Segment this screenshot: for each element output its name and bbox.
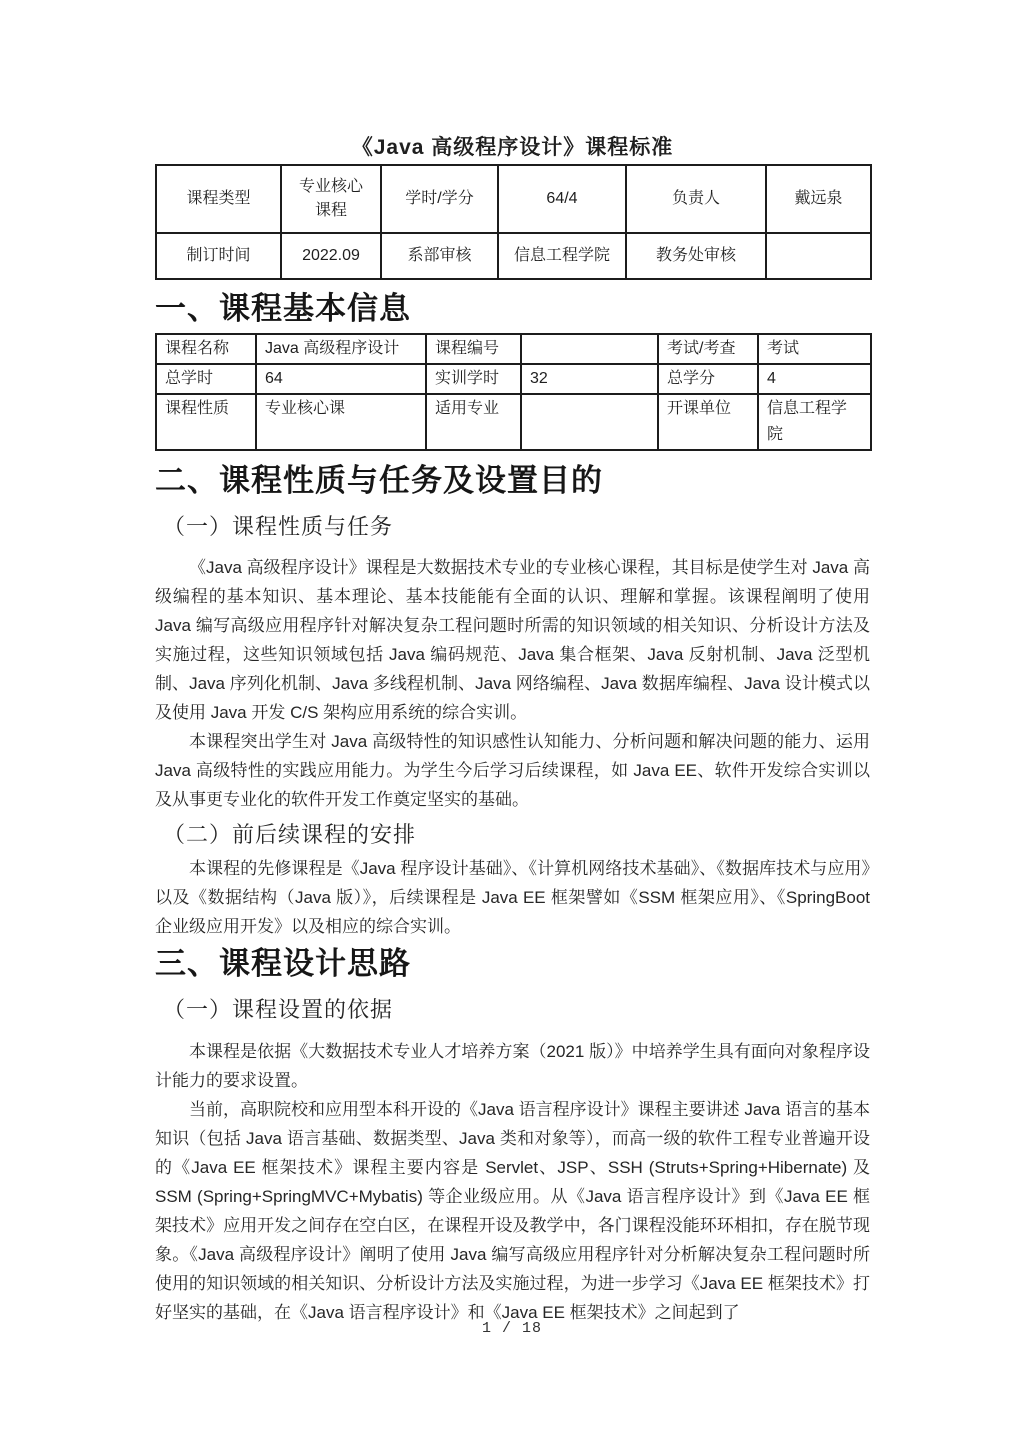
- table-cell: 专业核心课: [256, 394, 426, 450]
- table-cell: 信息工程学院: [498, 233, 626, 279]
- paragraph: 本课程是依据《大数据技术专业人才培养方案（2021 版）》中培养学生具有面向对象程序设计能力的要求设置。: [155, 1042, 870, 1090]
- section2-sub1-heading: （一）课程性质与任务: [163, 514, 394, 539]
- table-cell: 32: [521, 364, 658, 394]
- section1-heading: 一、课程基本信息: [155, 291, 411, 326]
- table-row: [156, 165, 871, 233]
- table-cell: 考试: [758, 334, 871, 364]
- table-cell: Java 高级程序设计: [256, 334, 426, 364]
- table-cell: 学时/学分: [381, 165, 498, 233]
- table-cell: 开课单位: [658, 394, 758, 450]
- table-cell: 负责人: [626, 165, 766, 233]
- table-row: [156, 364, 871, 394]
- table-cell: 64/4: [498, 165, 626, 233]
- table-cell: [521, 334, 658, 364]
- table-cell: 总学时: [156, 364, 256, 394]
- table-cell: 适用专业: [426, 394, 521, 450]
- table-cell: 制订时间: [156, 233, 281, 279]
- table-cell: 系部审核: [381, 233, 498, 279]
- table-cell: 课程编号: [426, 334, 521, 364]
- basic-info-table: [155, 333, 872, 451]
- table-cell: 考试/考查: [658, 334, 758, 364]
- table-cell: 信息工程学院: [758, 394, 871, 450]
- section2-sub2-heading: （二）前后续课程的安排: [163, 822, 417, 847]
- table-cell: 4: [758, 364, 871, 394]
- section3-sub1-heading: （一）课程设置的依据: [163, 997, 394, 1022]
- page-number: 1 / 18: [481, 1320, 542, 1337]
- table-row: [156, 394, 871, 450]
- table-cell: 课程名称: [156, 334, 256, 364]
- page-content: [155, 0, 870, 1327]
- table-cell: 课程性质: [156, 394, 256, 450]
- table-cell: [766, 233, 871, 279]
- table-cell: 实训学时: [426, 364, 521, 394]
- paragraph: 本课程突出学生对 Java 高级特性的知识感性认知能力、分析问题和解决问题的能力、运用 Java 高级特性的实践应用能力。为学生今后学习后续课程，如 Java EE、软件开发综合实训以及从事更专业化的软件开发工作奠定坚实的基础。: [155, 732, 870, 809]
- table-cell: 2022.09: [281, 233, 381, 279]
- table-cell: 64: [256, 364, 426, 394]
- table-cell: [521, 394, 658, 450]
- section3-heading: 三、课程设计思路: [155, 946, 411, 981]
- document-title: 《Java 高级程序设计》课程标准: [351, 136, 674, 159]
- paragraph: 本课程的先修课程是《Java 程序设计基础》、《计算机网络技术基础》、《数据库技术与应用》以及《数据结构（Java 版）》，后续课程是 Java EE 框架譬如《SSM 框架应用》、《SpringBoot 企业级应用开发》以及相应的综合实训。: [155, 859, 870, 936]
- table-cell: 总学分: [658, 364, 758, 394]
- table-row: [156, 334, 871, 364]
- table-cell: 课程类型: [156, 165, 281, 233]
- section2-heading: 二、课程性质与任务及设置目的: [155, 463, 603, 498]
- paragraph: 当前，高职院校和应用型本科开设的《Java 语言程序设计》课程主要讲述 Java 语言的基本知识（包括 Java 语言基础、数据类型、Java 类和对象等），而高一级的软件工程专业普遍开设的《Java EE 框架技术》课程主要内容是 Servlet、JSP、SSH (Struts+Spring+Hibernate) 及 SSM (Spring+SpringMVC+Mybatis) 等企业级应用。从《Java 语言程序设计》到《Java EE 框架技术》应用开发之间存在空白区，在课程开设及教学中，各门课程没能环环相扣，存在脱节现象。《Java 高级程序设计》阐明了使用 Java 编写高级应用程序针对分析解决复杂工程问题时所使用的知识领域的相关知识、分析设计方法及实施过程，为进一步学习《Java EE 框架技术》打好坚实的基础，在《Java 语言程序设计》和《Java EE 框架技术》之间起到了: [155, 1100, 870, 1322]
- paragraph: 《Java 高级程序设计》课程是大数据技术专业的专业核心课程，其目标是使学生对 Java 高级编程的基本知识、基本理论、基本技能能有全面的认识、理解和掌握。该课程阐明了使用 Java 编写高级应用程序针对解决复杂工程问题时所需的知识领域的相关知识、分析设计方法及实施过程，这些知识领域包括 Java 编码规范、Java 集合框架、Java 反射机制、Java 泛型机制、Java 序列化机制、Java 多线程机制、Java 网络编程、Java 数据库编程、Java 设计模式以及使用 Java 开发 C/S 架构应用系统的综合实训。: [155, 558, 870, 722]
- table-cell: 专业核心课程: [281, 165, 381, 233]
- course-meta-table: [155, 164, 872, 280]
- table-row: [156, 233, 871, 279]
- table-cell: 教务处审核: [626, 233, 766, 279]
- table-cell: 戴远泉: [766, 165, 871, 233]
